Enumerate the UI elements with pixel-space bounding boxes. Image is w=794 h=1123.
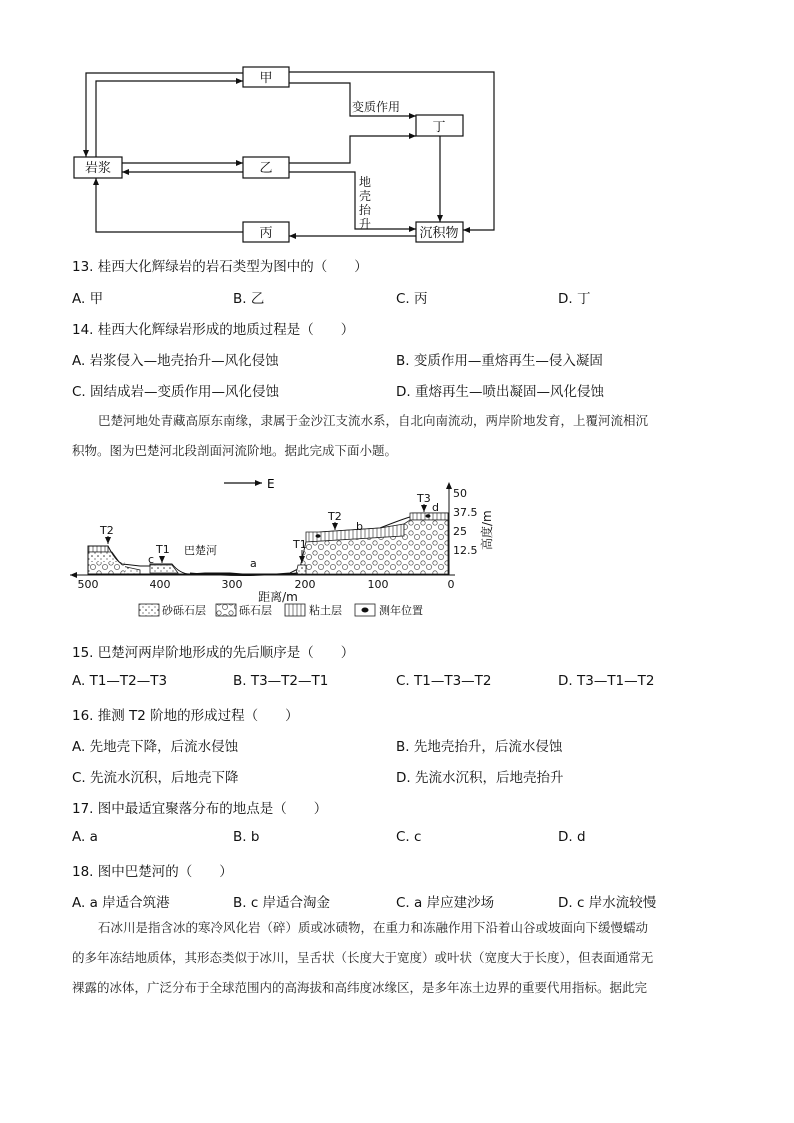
- question-18-stem: 18. 图中巴楚河的（ ）: [72, 864, 233, 880]
- x-axis-label: 距离/m: [258, 590, 298, 604]
- q16-option-a[interactable]: A. 先地壳下降，后流水侵蚀: [72, 739, 239, 755]
- q13-option-c[interactable]: C. 丙: [396, 291, 428, 307]
- y-tick-25: 25: [453, 525, 467, 538]
- x-tick-200: 200: [294, 578, 316, 591]
- q13-option-b[interactable]: B. 乙: [233, 291, 265, 307]
- legend: [139, 603, 423, 617]
- x-tick-500: 500: [77, 578, 99, 591]
- passage-2-line-3: 裸露的冰体，广泛分布于全球范围内的高海拔和高纬度冰缘区，是多年冻土边界的重要代用指标。据此完: [72, 980, 648, 995]
- q13-option-a[interactable]: A. 甲: [72, 291, 104, 307]
- label-river: 巴楚河: [184, 544, 217, 557]
- y-tick-50: 50: [453, 487, 467, 500]
- y-tick-37-5: 37.5: [453, 506, 478, 519]
- q14-option-a[interactable]: A. 岩浆侵入—地壳抬升—风化侵蚀: [72, 353, 279, 369]
- arrow-jia-chenjiwu: [289, 72, 494, 230]
- passage-1-line-2: 积物。图为巴楚河北段剖面河流阶地。据此完成下面小题。: [72, 443, 398, 458]
- legend-swatch-sand-gravel: [139, 604, 159, 616]
- x-axis-arrowhead: [70, 572, 77, 578]
- label-ding: 丁: [432, 120, 446, 135]
- y-tick-12-5: 12.5: [453, 544, 478, 557]
- question-15-stem: 15. 巴楚河两岸阶地形成的先后顺序是（ ）: [72, 645, 355, 661]
- label-diqiao-1: 地: [359, 175, 372, 189]
- q16-option-d[interactable]: D. 先流水沉积，后地壳抬升: [396, 770, 564, 786]
- label-c: c: [148, 553, 155, 566]
- label-diqiao-4: 升: [359, 217, 372, 231]
- left-t2-clay: [88, 546, 108, 552]
- passage-1: [72, 406, 732, 466]
- passage-2-line-1: 石冰川是指含冰的寒冷风化岩（碎）质或冰碛物，在重力和冻融作用下沿着山谷或坡面向下缓慢蠕动: [98, 920, 649, 935]
- passage-1-line-1: 巴楚河地处青藏高原东南缘，隶属于金沙江支流水系，自北向南流动，两岸阶地发育，上覆河流相沉: [98, 413, 649, 428]
- label-b: b: [356, 520, 363, 533]
- x-tick-0: 0: [447, 578, 455, 591]
- direction-label: E: [267, 477, 275, 491]
- x-tick-300: 300: [221, 578, 243, 591]
- legend-dating-dot: [362, 608, 369, 613]
- q18-option-a[interactable]: A. a 岸适合筑港: [72, 895, 170, 911]
- label-diqiao-2: 壳: [359, 189, 372, 203]
- dating-marker-t2: [316, 534, 321, 538]
- passage-2: [72, 913, 732, 1003]
- q17-option-d[interactable]: D. d: [558, 829, 586, 845]
- question-13-stem: 13. 桂西大化辉绿岩的岩石类型为图中的（ ）: [72, 259, 368, 275]
- label-d: d: [432, 501, 439, 514]
- legend-swatch-gravel: [216, 604, 236, 616]
- q15-option-a[interactable]: A. T1—T2—T3: [72, 673, 168, 689]
- q18-option-d[interactable]: D. c 岸水流较慢: [558, 895, 657, 911]
- label-bing: 丙: [259, 226, 273, 241]
- label-yi: 乙: [259, 161, 273, 176]
- label-t1-right: T1: [293, 538, 307, 551]
- arrow-bing-yanjiang: [96, 178, 243, 232]
- q17-option-b[interactable]: B. b: [233, 829, 260, 845]
- left-t2-gravel: [90, 562, 125, 574]
- label-a: a: [250, 557, 257, 570]
- legend-label-dating: 测年位置: [379, 604, 423, 617]
- q17-option-c[interactable]: C. c: [396, 829, 422, 845]
- y-axis-arrowhead: [446, 482, 452, 489]
- q15-option-d[interactable]: D. T3—T1—T2: [558, 673, 655, 689]
- q15-option-b[interactable]: B. T3—T2—T1: [233, 673, 329, 689]
- rock-cycle-diagram: [0, 0, 794, 250]
- river-terrace-profile: [0, 470, 794, 630]
- question-17-stem: 17. 图中最适宜聚落分布的地点是（ ）: [72, 801, 328, 817]
- dating-marker-t3: [426, 514, 431, 518]
- label-diqiao-3: 抬: [359, 203, 372, 217]
- q16-option-b[interactable]: B. 先地壳抬升，后流水侵蚀: [396, 739, 563, 755]
- question-14-stem: 14. 桂西大化辉绿岩形成的地质过程是（ ）: [72, 322, 355, 338]
- arrow-yi-ding: [289, 136, 416, 163]
- arrow-yi-chenjiwu: [289, 172, 416, 229]
- q14-option-c[interactable]: C. 固结成岩—变质作用—风化侵蚀: [72, 384, 280, 400]
- legend-label-clay: 粘土层: [309, 604, 342, 617]
- legend-swatch-clay: [285, 604, 305, 616]
- q18-option-b[interactable]: B. c 岸适合淘金: [233, 895, 331, 911]
- label-t3: T3: [417, 492, 431, 505]
- q16-option-c[interactable]: C. 先流水沉积，后地壳下降: [72, 770, 239, 786]
- q14-option-b[interactable]: B. 变质作用—重熔再生—侵入凝固: [396, 353, 603, 369]
- q14-option-d[interactable]: D. 重熔再生—喷出凝固—风化侵蚀: [396, 384, 604, 400]
- question-16-stem: 16. 推测 T2 阶地的形成过程（ ）: [72, 708, 299, 724]
- q13-option-d[interactable]: D. 丁: [558, 291, 591, 307]
- q18-option-c[interactable]: C. a 岸应建沙场: [396, 895, 495, 911]
- x-tick-100: 100: [367, 578, 389, 591]
- passage-2-line-2: 的多年冻结地质体，其形态类似于冰川，呈舌状（长度大于宽度）或叶状（宽度大于长度），但表面通常无: [72, 950, 654, 965]
- q17-option-a[interactable]: A. a: [72, 829, 98, 845]
- arrow-yanjiang-jia: [96, 81, 243, 157]
- label-yanjiang: 岩浆: [84, 161, 112, 176]
- label-jia: 甲: [259, 71, 273, 86]
- label-t2-left: T2: [100, 524, 114, 537]
- x-tick-400: 400: [149, 578, 171, 591]
- legend-label-sand-gravel: 砂砾石层: [162, 604, 206, 617]
- label-chenjiwu: 沉积物: [419, 226, 459, 241]
- q15-option-c[interactable]: C. T1—T3—T2: [396, 673, 492, 689]
- legend-label-gravel: 砾石层: [239, 604, 272, 617]
- arrow-jia-yanjiang: [86, 73, 243, 157]
- label-bianzhi: 变质作用: [352, 100, 401, 114]
- y-axis-label: 高度/m: [480, 510, 494, 550]
- label-t1-left: T1: [156, 543, 170, 556]
- label-t2-right: T2: [328, 510, 342, 523]
